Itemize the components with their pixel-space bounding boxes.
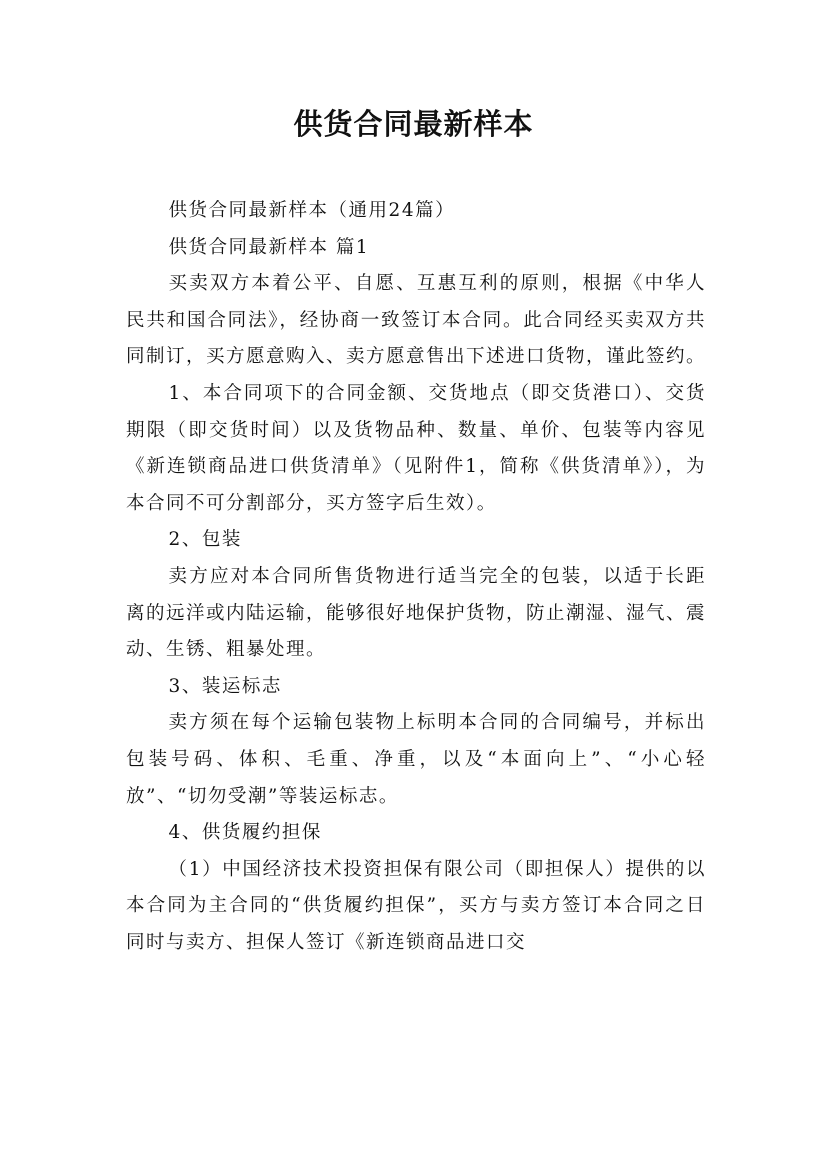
clause-3-paragraph: 卖方须在每个运输包装物上标明本合同的合同编号，并标出包装号码、体积、毛重、净重，以及“本面向上”、“小心轻放”、“切勿受潮”等装运标志。 bbox=[126, 712, 706, 807]
clause-2-heading: 2、包装 bbox=[168, 529, 242, 551]
document-title: 供货合同最新样本 bbox=[293, 107, 534, 141]
section-heading: 供货合同最新样本 篇1 bbox=[168, 236, 370, 258]
clause-3-heading: 3、装运标志 bbox=[168, 675, 282, 697]
subtitle-paragraph: 供货合同最新样本（通用24篇） bbox=[168, 200, 456, 221]
clause-4-heading: 4、供货履约担保 bbox=[168, 822, 322, 844]
clause-4-1-paragraph: （1）中国经济技术投资担保有限公司（即担保人）提供的以本合同为主合同的“供货履约担保”，买方与卖方签订本合同之日同时与卖方、担保人签订《新连锁商品进口交 bbox=[126, 858, 706, 953]
document-body bbox=[126, 193, 706, 961]
intro-paragraph: 买卖双方本着公平、自愿、互惠互利的原则，根据《中华人民共和国合同法》，经协商一致签订本合同。此合同经买卖双方共同制订，买方愿意购入、卖方愿意售出下述进口货物，谨此签约。 bbox=[126, 273, 707, 368]
clause-2-paragraph: 卖方应对本合同所售货物进行适当完全的包装，以适于长距离的远洋或内陆运输，能够很好地保护货物，防止潮湿、湿气、震动、生锈、粗暴处理。 bbox=[126, 565, 707, 661]
clause-1-paragraph: 1、本合同项下的合同金额、交货地点（即交货港口）、交货期限（即交货时间）以及货物品种、数量、单价、包装等内容见《新连锁商品进口供货清单》（见附件1，简称《供货清单》），为本合同不可分割部分，买方签字后生效）。 bbox=[126, 382, 706, 514]
